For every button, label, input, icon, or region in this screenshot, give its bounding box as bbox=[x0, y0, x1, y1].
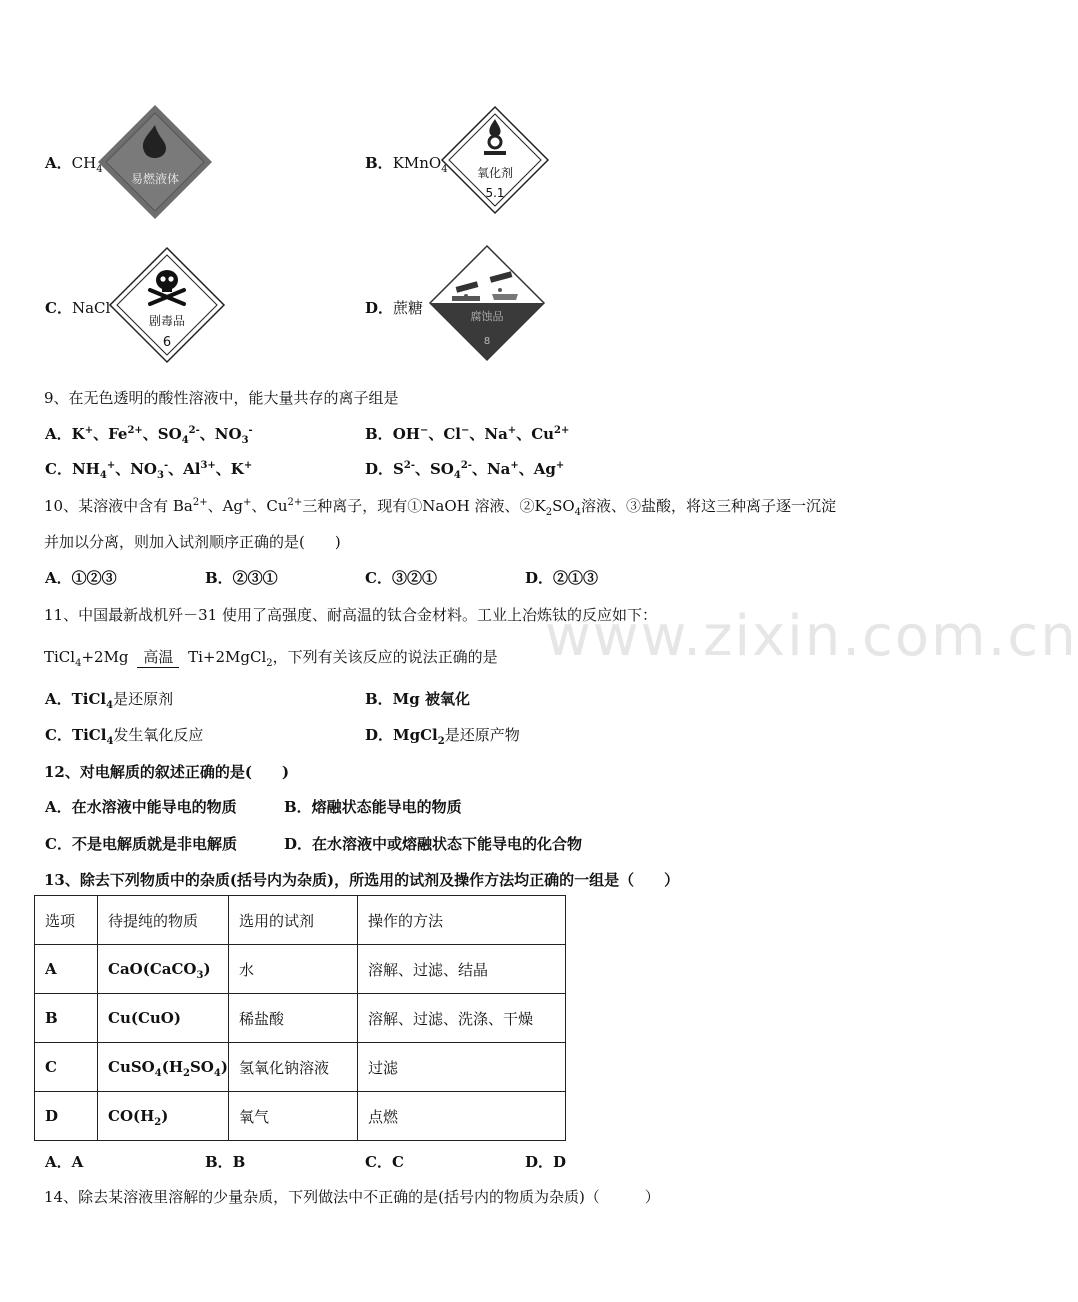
table-row: B Cu(CuO) 稀盐酸 溶解、过滤、洗涤、干燥 bbox=[35, 994, 566, 1043]
q9-stem: 9、在无色透明的酸性溶液中，能大量共存的离子组是 bbox=[44, 389, 399, 407]
q11-option-b[interactable]: B．Mg 被氧化 bbox=[365, 690, 470, 708]
reaction-condition: 高温 bbox=[137, 646, 179, 668]
q10-option-c[interactable]: C．③②① bbox=[365, 569, 437, 587]
q9-option-c[interactable]: C．$NH_4^+$、$NO_3^-$、$Al^{3+}$、K+ bbox=[45, 460, 253, 481]
q10-stem-line2: 并加以分离，则加入试剂顺序正确的是( ) bbox=[44, 533, 341, 551]
q13-stem: 13、除去下列物质中的杂质(括号内为杂质)，所选用的试剂及操作方法均正确的一组是（ ） bbox=[44, 871, 680, 889]
header-substance: 待提纯的物质 bbox=[98, 896, 229, 945]
sign-label-a: 易燃液体 bbox=[130, 172, 180, 186]
q12-option-b[interactable]: B．熔融状态能导电的物质 bbox=[284, 798, 462, 816]
q12-stem: 12、对电解质的叙述正确的是( ) bbox=[44, 763, 290, 781]
header-reagent: 选用的试剂 bbox=[228, 896, 357, 945]
flammable-liquid-sign bbox=[96, 103, 214, 221]
q11-stem: 11、中国最新战机歼－31 使用了高强度、耐高温的钛合金材料。工业上冶炼钛的反应如下： bbox=[44, 606, 657, 624]
q13-option-b[interactable]: B．B bbox=[205, 1153, 246, 1171]
q8-option-c[interactable]: C．NaCl bbox=[45, 299, 111, 317]
q11-option-c[interactable]: C．TiCl$_4$发生氧化反应 bbox=[45, 726, 204, 747]
sign-label-b: 氧化剂 bbox=[476, 166, 514, 180]
toxic-sign bbox=[108, 246, 226, 364]
q11-option-a[interactable]: A．TiCl$_4$是还原剂 bbox=[45, 690, 174, 711]
q11-option-d[interactable]: D．MgCl$_2$是还原产物 bbox=[365, 726, 520, 747]
q14-stem: 14、除去某溶液里溶解的少量杂质，下列做法中不正确的是(括号内的物质为杂质)（ ） bbox=[44, 1188, 660, 1206]
q12-option-a[interactable]: A．在水溶液中能导电的物质 bbox=[45, 798, 237, 816]
q13-option-a[interactable]: A．A bbox=[45, 1153, 84, 1171]
q13-option-d[interactable]: D．D bbox=[525, 1153, 567, 1171]
header-method: 操作的方法 bbox=[357, 896, 565, 945]
table-row: A CaO(CaCO$_3$) 水 溶解、过滤、结晶 bbox=[35, 945, 566, 994]
sign-number-d: 8 bbox=[483, 336, 491, 347]
q10-option-d[interactable]: D．②①③ bbox=[525, 569, 599, 587]
table-row: C $CuSO_4(H_2SO_4)$ 氢氧化钠溶液 过滤 bbox=[35, 1043, 566, 1092]
sign-number-c: 6 bbox=[162, 335, 172, 350]
q12-option-c[interactable]: C．不是电解质就是非电解质 bbox=[45, 835, 237, 853]
q9-option-d[interactable]: D．$S^{2-}$、$SO_4^{2-}$、Na+、Ag+ bbox=[365, 460, 565, 481]
table-header-row bbox=[35, 896, 566, 945]
q9-option-a[interactable]: A．K+、$Fe^{2+}$、$SO_4^{2-}$、$NO_3^-$ bbox=[45, 425, 253, 446]
q8-option-d[interactable]: D．蔗糖 bbox=[365, 299, 424, 317]
q13-option-c[interactable]: C．C bbox=[365, 1153, 404, 1171]
q11-equation: TiCl$_4$+2Mg 高温 Ti+2MgCl$_2$，下列有关该反应的说法正确的是 bbox=[44, 648, 498, 669]
q8-option-b[interactable]: B．KMnO$_4$ bbox=[365, 154, 448, 175]
q10-option-b[interactable]: B．②③① bbox=[205, 569, 278, 587]
oxidizer-sign bbox=[440, 105, 550, 215]
q12-option-d[interactable]: D．在水溶液中或熔融状态下能导电的化合物 bbox=[284, 835, 583, 853]
q8-option-a[interactable]: A．$CH_4$ bbox=[45, 154, 103, 175]
corrosive-sign bbox=[428, 244, 546, 362]
table-row: D $CO(H_2)$ 氧气 点燃 bbox=[35, 1092, 566, 1141]
sign-number-b: 5.1 bbox=[485, 186, 505, 200]
header-option: 选项 bbox=[35, 896, 98, 945]
q13-table bbox=[34, 895, 566, 1141]
sign-label-d: 腐蚀品 bbox=[470, 310, 504, 323]
q10-option-a[interactable]: A．①②③ bbox=[45, 569, 117, 587]
q9-option-b[interactable]: B．OH−、Cl−、Na+、$Cu^{2+}$ bbox=[365, 425, 570, 443]
q10-stem: 10、某溶液中含有 $Ba^{2+}$、Ag+、$Cu^{2+}$三种离子，现有①NaOH 溶液、$②K_2SO_4$溶液、③盐酸，将这三种离子逐一沉淀 bbox=[44, 497, 837, 518]
sign-label-c: 剧毒品 bbox=[148, 314, 186, 328]
watermark: www.zixin.com.cn bbox=[545, 604, 1078, 669]
